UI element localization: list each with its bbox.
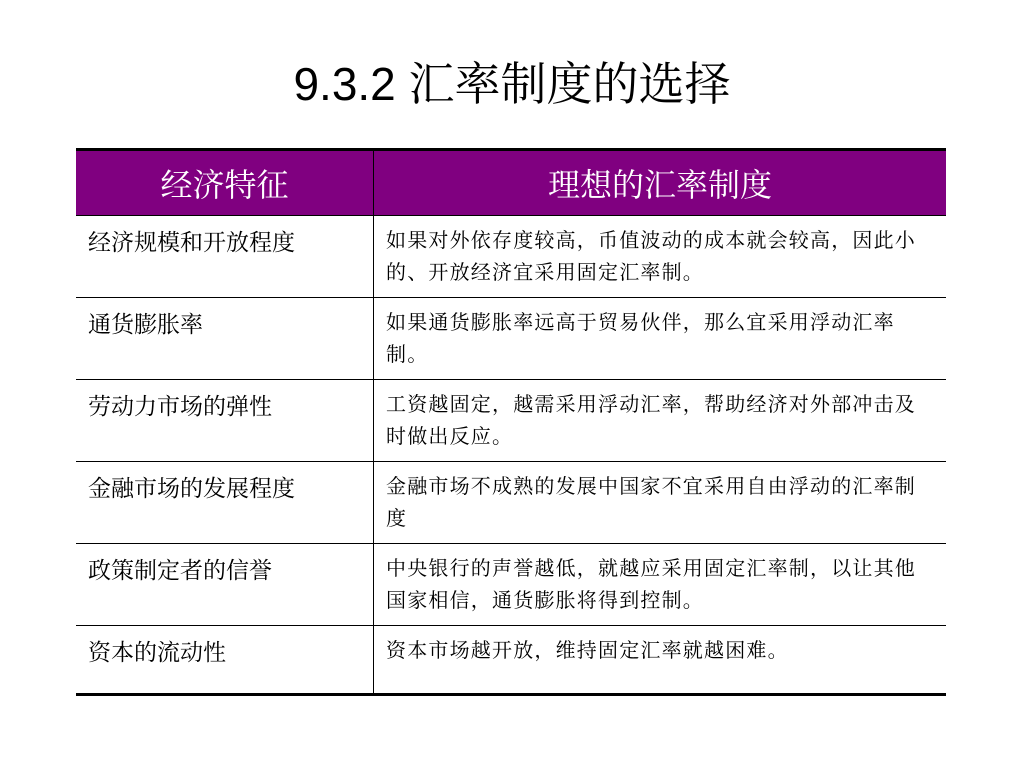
column-header-feature: 经济特征: [76, 151, 374, 215]
feature-cell: 政策制定者的信誉: [76, 544, 374, 625]
table-row: [76, 625, 946, 693]
regime-cell: 如果对外依存度较高，币值波动的成本就会较高，因此小的、开放经济宜采用固定汇率制。: [386, 228, 916, 284]
regime-cell: 中央银行的声誉越低，就越应采用固定汇率制，以让其他国家相信，通货膨胀将得到控制。: [386, 556, 916, 612]
page-title: 9.3.2 汇率制度的选择: [293, 58, 731, 110]
table-row: [76, 379, 946, 461]
table-row: [76, 543, 946, 625]
feature-cell: 劳动力市场的弹性: [76, 380, 374, 461]
table-row: [76, 297, 946, 379]
feature-cell: 金融市场的发展程度: [76, 462, 374, 543]
feature-cell: 经济规模和开放程度: [76, 216, 374, 297]
regime-cell: 工资越固定，越需采用浮动汇率，帮助经济对外部冲击及时做出反应。: [386, 392, 916, 448]
table-row: [76, 215, 946, 297]
feature-cell: 资本的流动性: [76, 626, 374, 693]
regime-cell: 资本市场越开放，维持固定汇率就越困难。: [386, 638, 789, 662]
exchange-regime-table: [76, 148, 946, 696]
feature-cell: 通货膨胀率: [76, 298, 374, 379]
regime-cell: 金融市场不成熟的发展中国家不宜采用自由浮动的汇率制度: [386, 474, 916, 530]
table-header-row: [76, 151, 946, 215]
column-header-regime: 理想的汇率制度: [547, 166, 772, 204]
table-row: [76, 461, 946, 543]
regime-cell: 如果通货膨胀率远高于贸易伙伴，那么宜采用浮动汇率制。: [386, 310, 895, 366]
